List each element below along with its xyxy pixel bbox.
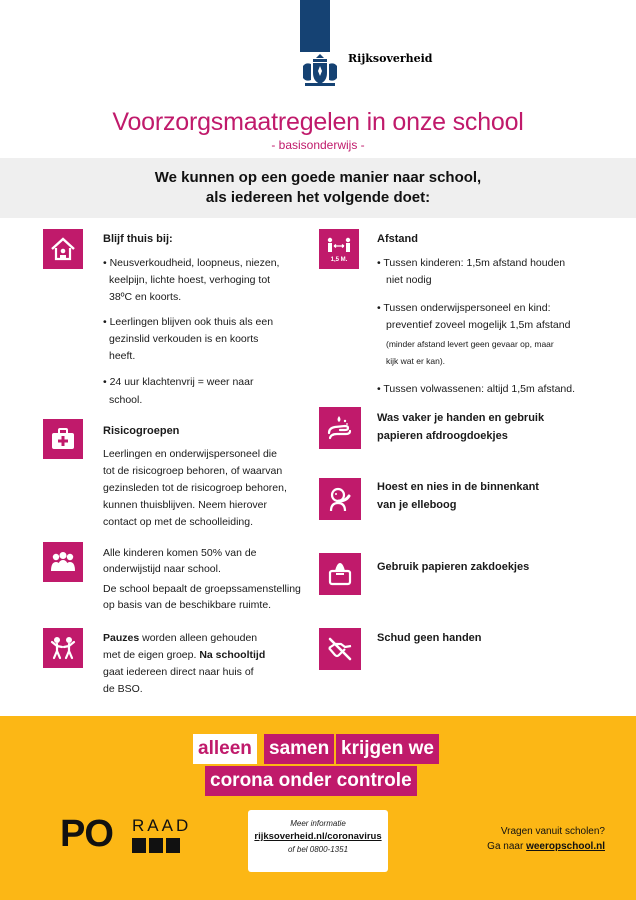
weeropschool-link[interactable]: weeropschool.nl: [526, 841, 605, 852]
no-handshake-icon: [319, 628, 361, 670]
distance-bullet-3: • Tussen volwassenen: altijd 1,5m afstand.: [377, 383, 576, 395]
tissue-box-icon: [319, 553, 361, 595]
distance-bullet-1: • Tussen kinderen: 1,5m afstand houden: [377, 257, 566, 269]
stay-home-bullet-1-line-3: 38ºC en koorts.: [109, 291, 182, 303]
questions-block: [455, 824, 605, 854]
group-line-3: De school bepaalt de groepssamenstelling: [103, 583, 301, 595]
slogan-word-samen: samen: [264, 734, 334, 764]
po-raad-logo-po: PO: [60, 813, 113, 855]
distance-heading: Afstand: [377, 233, 418, 245]
slogan-line-2: [0, 766, 636, 796]
info-link[interactable]: rijksoverheid.nl/coronavirus: [254, 831, 382, 842]
coat-of-arms-icon: [299, 52, 341, 88]
slogan-word-alleen: alleen: [193, 734, 257, 764]
breaks-line-2: [103, 647, 265, 663]
stay-home-bullet-1: • Neusverkoudheid, loopneus, niezen,: [103, 257, 280, 269]
breaks-line-4: de BSO.: [103, 683, 143, 695]
stay-home-bullet-2-line-3: heeft.: [109, 350, 136, 362]
breaks-line-3: gaat iedereen direct naar huis of: [103, 666, 254, 678]
questions-line-2: [455, 839, 605, 854]
breaks-line-1: [103, 630, 257, 646]
wash-hands-line-2: papieren afdroogdoekjes: [377, 430, 508, 442]
distance-bullet-2: • Tussen onderwijspersoneel en kind:: [377, 302, 551, 314]
group-line-1: Alle kinderen komen 50% van de: [103, 547, 257, 559]
risk-groups-line-5: contact op met de schoolleiding.: [103, 516, 254, 528]
risk-groups-line-2: tot de risicogroep behoren, of waarvan: [103, 465, 283, 477]
group-line-4: op basis van de beschikbare ruimte.: [103, 599, 272, 611]
cough-elbow-icon: [319, 478, 361, 520]
distance-bullet-2-note-1: (minder afstand levert geen gevaar op, maar: [386, 339, 554, 349]
group-people-icon: [43, 542, 83, 582]
rijksoverheid-logo-bar: [300, 0, 330, 52]
group-line-2: onderwijstijd naar school.: [103, 563, 221, 575]
cough-line-1: Hoest en nies in de binnenkant: [377, 481, 539, 493]
po-raad-logo-blocks: [132, 838, 180, 853]
breaks-line-1-rest: worden alleen gehouden: [139, 632, 258, 644]
distance-bullet-2-line-2: preventief zoveel mogelijk 1,5m afstand: [386, 319, 571, 331]
breaks-keyword: Pauzes: [103, 632, 140, 644]
slogan-corona: corona onder controle: [205, 766, 417, 796]
page-subtitle: - basisonderwijs -: [271, 138, 365, 152]
first-aid-kit-icon: [43, 419, 83, 459]
house-icon: [43, 229, 83, 269]
risk-groups-heading: Risicogroepen: [103, 425, 180, 437]
cough-line-2: van je elleboog: [377, 499, 457, 511]
po-raad-logo-raad: RAAD: [132, 816, 192, 835]
slogan-line-1: [0, 734, 636, 764]
stay-home-bullet-2-line-2: gezinslid verkouden is en koorts: [109, 333, 259, 345]
hand-washing-icon: [319, 407, 361, 449]
page-title: Voorzorgsmaatregelen in onze school: [112, 108, 524, 136]
intro-banner: [0, 158, 636, 218]
after-school-keyword: Na schooltijd: [199, 649, 266, 661]
stay-home-bullet-2: • Leerlingen blijven ook thuis als een: [103, 316, 274, 328]
questions-line-1: Vragen vanuit scholen?: [500, 826, 605, 837]
questions-prefix: Ga naar: [487, 841, 527, 852]
wash-hands-line-1: Was vaker je handen en gebruik: [377, 412, 545, 424]
info-label: Meer informatie: [290, 819, 346, 828]
distance-bullet-1-line-2: niet nodig: [386, 274, 432, 286]
info-box: [248, 810, 388, 872]
stay-home-heading: Blijf thuis bij:: [103, 233, 173, 245]
risk-groups-line-1: Leerlingen en onderwijspersoneel die: [103, 448, 277, 460]
stay-home-bullet-3-line-2: school.: [109, 394, 143, 406]
slogan-word-krijgen-we: krijgen we: [336, 734, 439, 764]
stay-home-bullet-1-line-2: keelpijn, lichte hoest, verhoging tot: [109, 274, 271, 286]
banner-line-2: als iedereen het volgende doet:: [205, 189, 431, 206]
tissues-line: Gebruik papieren zakdoekjes: [377, 561, 530, 573]
risk-groups-line-3: gezinsleden tot de risicogroep behoren,: [103, 482, 287, 494]
banner-line-1: We kunnen op een goede manier naar school,: [154, 169, 482, 186]
distance-bullet-2-note-2: kijk wat er kan).: [386, 356, 446, 366]
distance-icon-label: 1,5 M.: [330, 257, 348, 263]
info-phone: of bel 0800-1351: [287, 845, 349, 854]
org-name: Rijksoverheid: [348, 52, 433, 65]
risk-groups-line-4: kunnen thuisblijven. Neem hierover: [103, 499, 268, 511]
no-handshake-line: Schud geen handen: [377, 632, 482, 644]
breaks-line-2-a: met de eigen groep.: [103, 649, 200, 661]
stay-home-bullet-3: • 24 uur klachtenvrij = weer naar: [103, 376, 254, 388]
playing-children-icon: [43, 628, 83, 668]
